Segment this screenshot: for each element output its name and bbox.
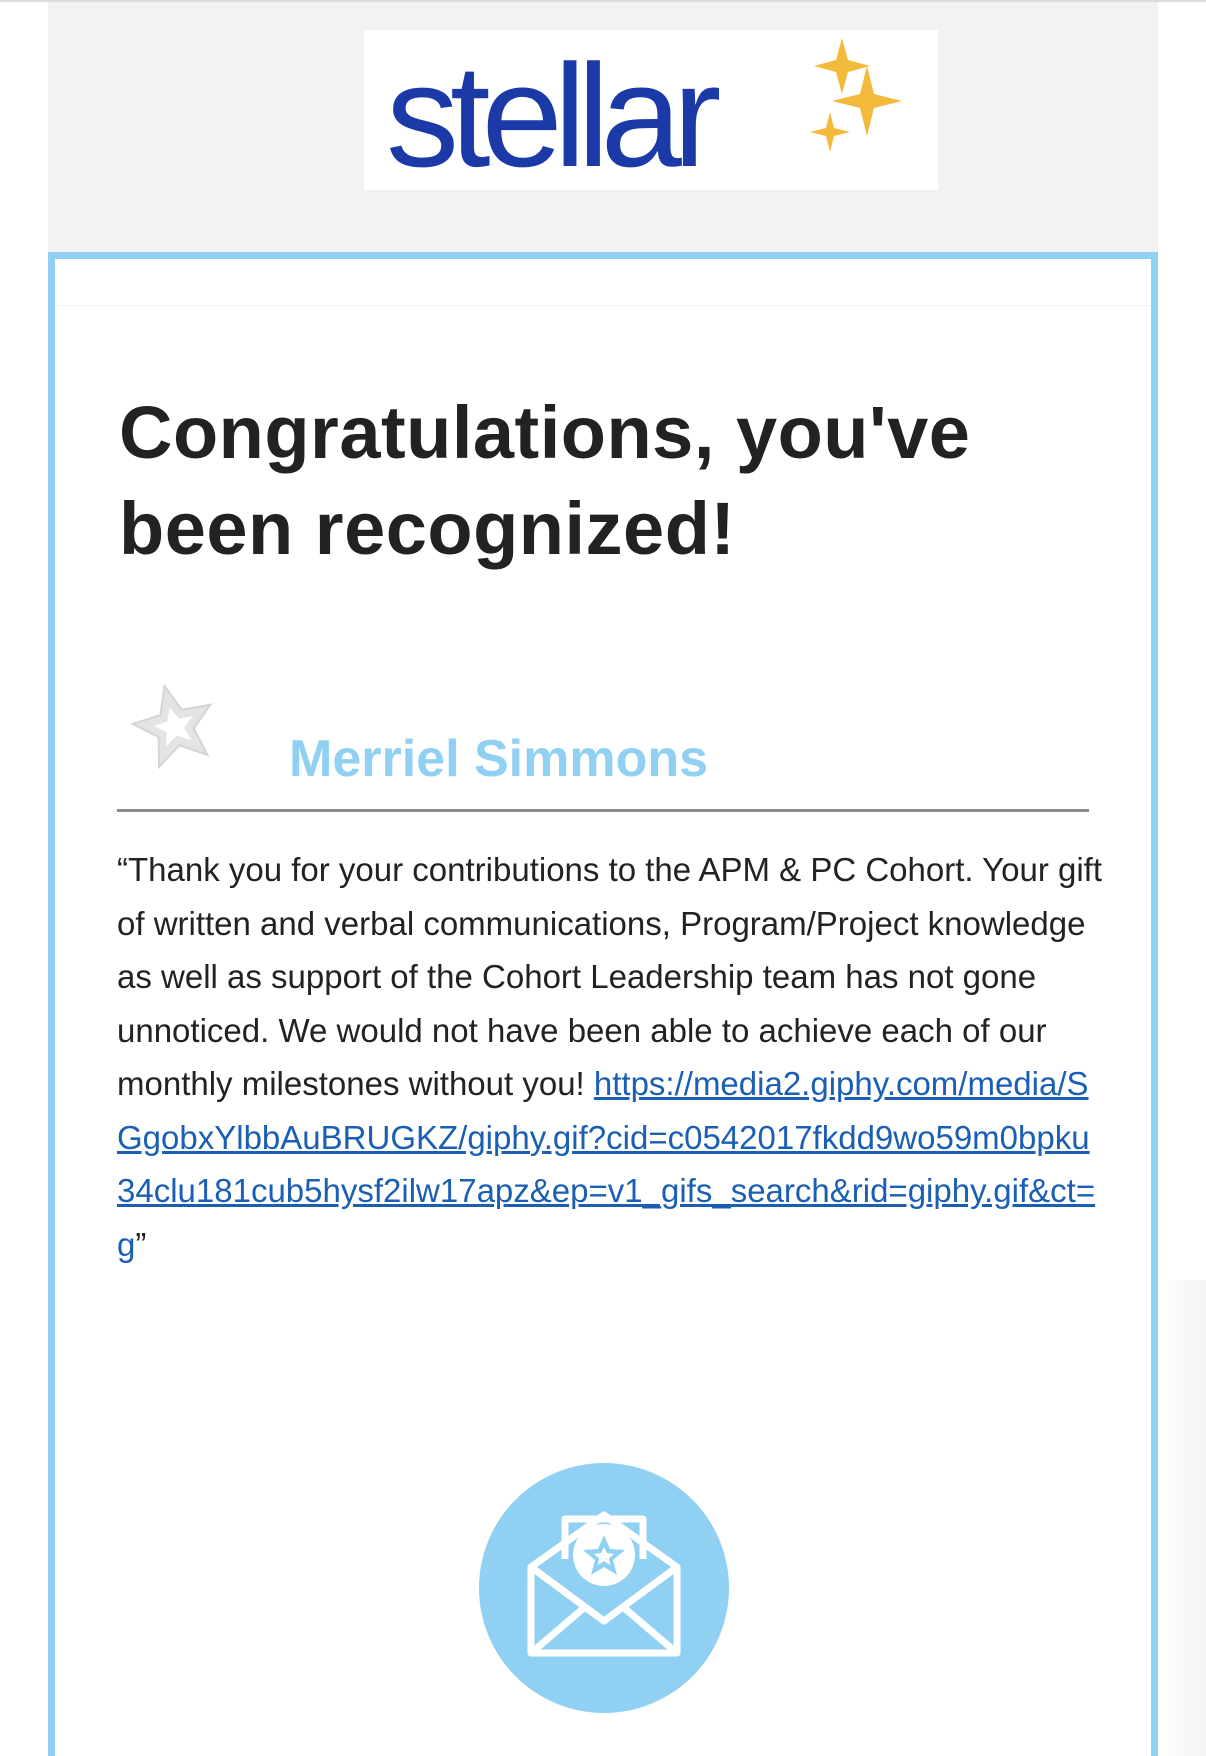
- sparkle-icon: [810, 38, 902, 152]
- gif-link[interactable]: https://media2.giphy.com/media/SGgobxYlbbAuBRUGKZ/giphy.gif?cid=c0542017fkdd9wo59m0bpku34clu181cub5hysf2ilw17apz&ep=v1_gifs_search&rid=giphy.gif&ct=g: [117, 1065, 1096, 1263]
- email-header: [48, 2, 1158, 252]
- headline: Congratulations, you've been recognized!: [119, 391, 971, 570]
- logo-wordmark: stellar: [386, 34, 713, 190]
- envelope-star-icon: [479, 1463, 729, 1713]
- recognition-card: [48, 252, 1158, 1756]
- recognition-message: [117, 843, 1107, 1271]
- card-divider: [55, 305, 1151, 306]
- closing-quote: ”: [135, 1225, 147, 1263]
- message-text: “Thank you for your contributions to the APM & PC Cohort. Your gift of written and verbal communications, Program/Project knowledge as well as support of the Cohort Leadership team has not gone unnoticed. We would not have been able to achieve each of our monthly milestones without you!: [117, 851, 1103, 1102]
- stellar-logo: [364, 30, 938, 190]
- recipient-name: Merriel Simmons: [289, 730, 709, 788]
- star-badge-icon: [129, 679, 219, 769]
- edge-shadow: [1158, 1280, 1206, 1756]
- recipient-divider: [117, 809, 1089, 812]
